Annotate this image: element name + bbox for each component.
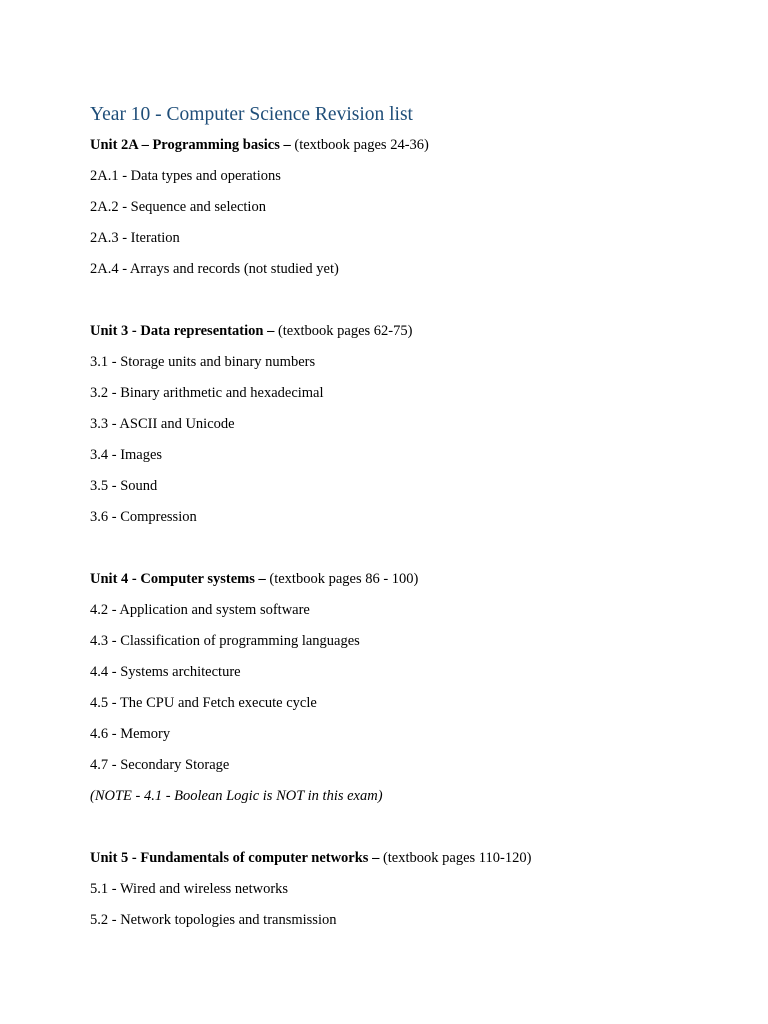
unit-heading [90, 843, 730, 874]
topic-item: 2A.2 - Sequence and selection [90, 199, 266, 215]
document-page [90, 100, 730, 936]
unit-heading [90, 130, 730, 161]
section-spacer [90, 533, 730, 564]
topic-item: 4.2 - Application and system software [90, 602, 310, 618]
topic-item: 3.1 - Storage units and binary numbers [90, 354, 316, 370]
topic-item: 2A.4 - Arrays and records (not studied yet) [90, 261, 339, 277]
unit-heading-title: Unit 5 - Fundamentals of computer networks – [90, 850, 380, 866]
topic-item: 4.5 - The CPU and Fetch execute cycle [90, 695, 317, 711]
topic-item: 4.3 - Classification of programming languages [90, 633, 360, 649]
section-spacer [90, 285, 730, 316]
unit-heading-title: Unit 3 - Data representation – [90, 323, 275, 339]
topic-item: 3.3 - ASCII and Unicode [90, 416, 235, 432]
topic-item: 2A.1 - Data types and operations [90, 168, 281, 184]
unit-heading [90, 564, 730, 595]
topic-item: 3.2 - Binary arithmetic and hexadecimal [90, 385, 324, 401]
topic-item: 3.6 - Compression [90, 509, 197, 525]
topic-item: 4.6 - Memory [90, 726, 171, 742]
document-title: Year 10 - Computer Science Revision list [90, 104, 413, 125]
topic-item: 3.5 - Sound [90, 478, 158, 494]
topic-item: 2A.3 - Iteration [90, 230, 180, 246]
topic-item: 4.4 - Systems architecture [90, 664, 241, 680]
unit-heading-pages: (textbook pages 62-75) [274, 323, 413, 339]
unit-heading-title: Unit 2A – Programming basics – [90, 137, 291, 153]
unit-heading [90, 316, 730, 347]
unit-heading-pages: (textbook pages 86 - 100) [265, 571, 419, 587]
topic-item: 5.2 - Network topologies and transmission [90, 912, 337, 928]
topic-item: 4.7 - Secondary Storage [90, 757, 230, 773]
unit-heading-pages: (textbook pages 24-36) [290, 137, 429, 153]
unit-heading-pages: (textbook pages 110-120) [379, 850, 532, 866]
section-spacer [90, 812, 730, 843]
topic-item: 3.4 - Images [90, 447, 163, 463]
exam-note: (NOTE - 4.1 - Boolean Logic is NOT in this exam) [90, 788, 383, 804]
unit-heading-title: Unit 4 - Computer systems – [90, 571, 266, 587]
topic-item: 5.1 - Wired and wireless networks [90, 881, 289, 897]
